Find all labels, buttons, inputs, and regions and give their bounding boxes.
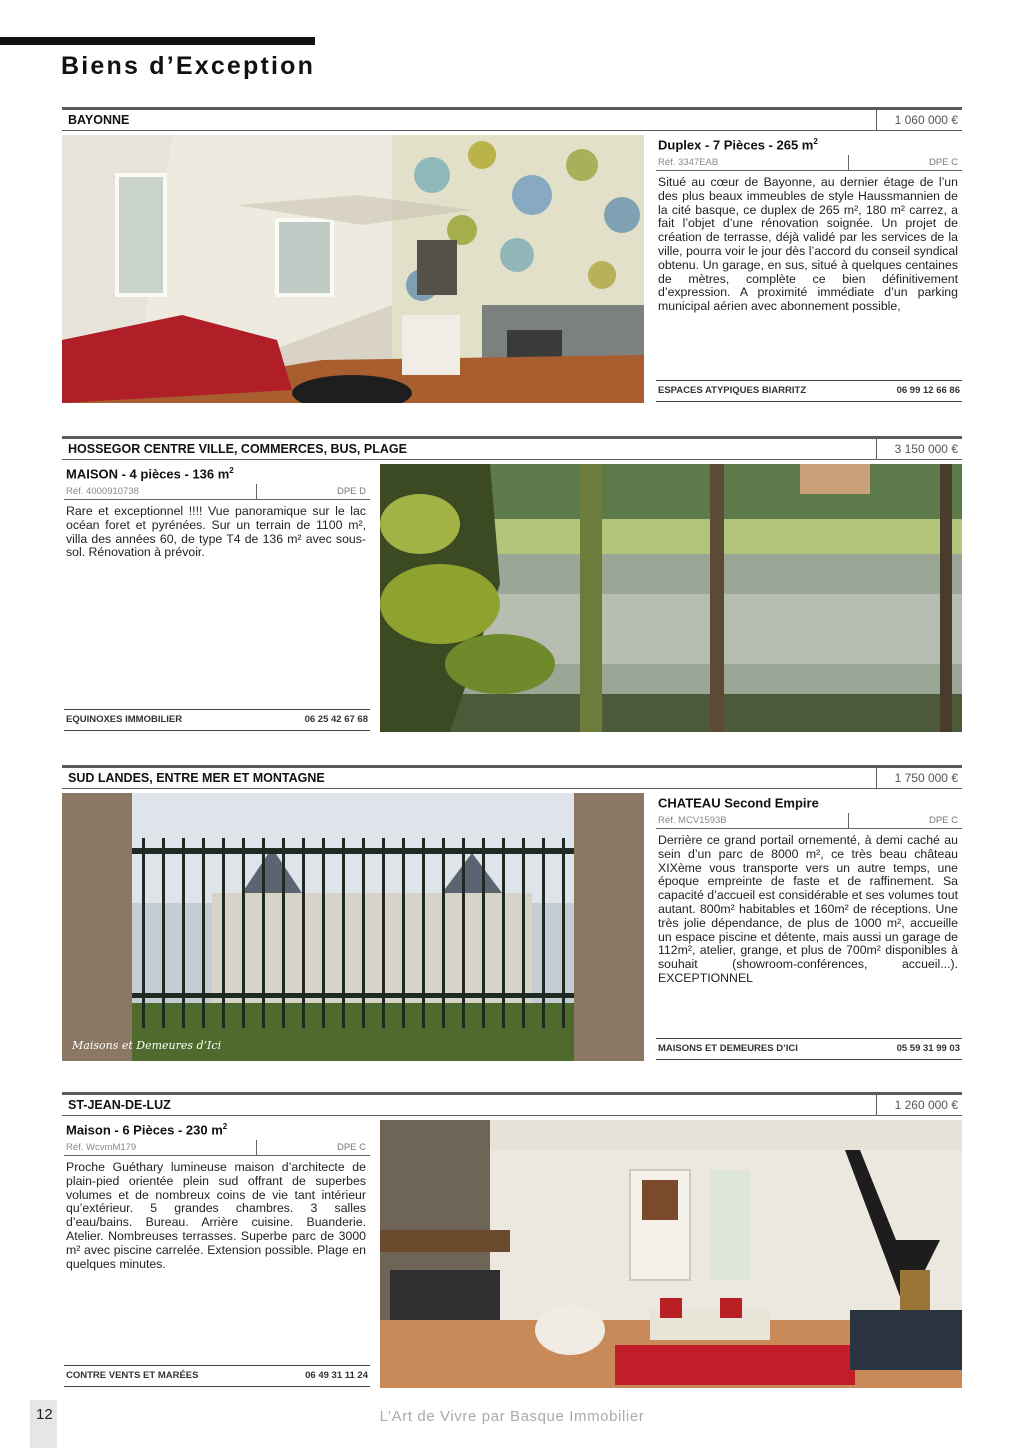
agency-phone[interactable]: 06 99 12 66 86 (896, 385, 960, 396)
listing-price: 3 150 000 € (876, 439, 962, 459)
listing-description: Proche Guéthary lumineuse maison d’architecte de plain-pied orientée plein sud offrant de superbes volumes et de nombreux coins de vie tant intérieur qu’extérieur. 5 grandes chambres. 3 salles d’eau/bains. Bureau. Arrière cuisine. Buanderie. Atelier. Nombreuses terrasses. Superbe parc de 3000 m² avec piscine carrelée. Extension possible. Plage en quelques minutes. (66, 1160, 366, 1271)
reference-row (656, 155, 962, 171)
listing-bayonne[interactable] (62, 107, 962, 407)
listing-location: HOSSEGOR CENTRE VILLE, COMMERCES, BUS, PLAGE (68, 442, 407, 456)
dpe-rating: DPE C (848, 155, 962, 170)
listing-header (62, 436, 962, 460)
agency-name: MAISONS ET DEMEURES D’ICI (658, 1043, 798, 1054)
top-accent-bar (0, 37, 315, 45)
listing-title: CHATEAU Second Empire (658, 795, 819, 811)
dpe-rating: DPE D (256, 484, 370, 499)
listing-title: Duplex - 7 Pièces - 265 $m^2$ (658, 137, 818, 153)
lake-view-image (380, 464, 962, 732)
interior-photo[interactable] (380, 1120, 962, 1388)
listing-title: Maison - 6 Pièces - 230 $m^2$ (66, 1122, 228, 1138)
dpe-rating: DPE C (848, 813, 962, 828)
listing-details (656, 793, 962, 1061)
agency-row (656, 1038, 962, 1060)
living-room-image (62, 135, 644, 403)
agency-row (656, 380, 962, 402)
agency-phone[interactable]: 06 49 31 11 24 (305, 1370, 368, 1381)
listing-reference: Réf. 3347EAB (658, 157, 719, 168)
page-number: 12 (36, 1406, 53, 1423)
listing-st-jean-de-luz[interactable] (62, 1092, 962, 1392)
interior-image (380, 1120, 962, 1388)
listing-location: BAYONNE (68, 113, 130, 127)
reference-row (64, 1140, 370, 1156)
listing-reference: Réf. WcvmM179 (66, 1142, 137, 1153)
watermark-text: Maisons et Demeures d’Ici (72, 1039, 222, 1052)
listing-header (62, 1092, 962, 1116)
footer-tagline: L’Art de Vivre par Basque Immobilier (379, 1408, 645, 1425)
listing-price: 1 260 000 € (876, 1095, 962, 1115)
agency-name: CONTRE VENTS ET MARÉES (66, 1370, 199, 1381)
listing-title: MAISON - 4 pièces - 136 $m^2$ (66, 466, 234, 482)
listing-description: Derrière ce grand portail ornementé, à demi caché au sein d’un parc de 8000 m², ce très beau château XIXème vous transporte vers un autre temps, une époque empreinte de faste et de raffinement. Sa capacité d’accueil est considérable et ses volumes tout autant. 800m² habitables et 160m² de réceptions. Une très jolie dépendance, de plus de 1000 m², accueille un espace piscine et détente, mais aussi un garage de 112m², atelier, grange, et plus de 700m² disponibles à souhait (showroom-conférences, accueil...). EXCEPTIONNEL (658, 833, 958, 985)
listing-reference: Réf. MCV1593B (658, 815, 727, 826)
living-room-photo[interactable] (62, 135, 644, 403)
page-title: Biens d’Exception (61, 52, 316, 80)
listing-location: ST-JEAN-DE-LUZ (68, 1098, 171, 1112)
listing-description: Situé au cœur de Bayonne, au dernier étage de l’un des plus beaux immeubles de style Haussmannien de la cité basque, ce duplex de 265 m², 180 m² carrez, a fait l’objet d’une rénovation soignée. Un projet de création de terrasse, déjà validé par les services de la ville, pourra voir le jour dès l’accord du conseil syndical obtenu. Un garage, en sus, situé à quelques centaines de mètres, complète ce bien définitivement d’expression. A proximité immédiate d’un parking municipal aérien avec abonnement possible, (658, 175, 958, 314)
listing-sud-landes[interactable] (62, 765, 962, 1065)
listing-price: 1 060 000 € (876, 110, 962, 130)
listing-header (62, 765, 962, 789)
listing-details (64, 464, 370, 732)
listing-header (62, 107, 962, 131)
agency-row (64, 709, 370, 731)
dpe-rating: DPE C (256, 1140, 370, 1155)
chateau-gate-photo[interactable] (62, 793, 644, 1061)
lake-view-photo[interactable] (380, 464, 962, 732)
agency-name: EQUINOXES IMMOBILIER (66, 714, 183, 725)
listing-price: 1 750 000 € (876, 768, 962, 788)
listing-description: Rare et exceptionnel !!!! Vue panoramique sur le lac océan foret et pyrénées. Sur un terrain de 1100 m², villa des années 60, de type T4 de 136 m² avec sous-sol. Rénovation à prévoir. (66, 504, 366, 560)
listing-details (656, 135, 962, 403)
listing-location: SUD LANDES, ENTRE MER ET MONTAGNE (68, 771, 325, 785)
reference-row (656, 813, 962, 829)
agency-phone[interactable]: 06 25 42 67 68 (304, 714, 368, 725)
agency-row (64, 1365, 370, 1387)
agency-name: ESPACES ATYPIQUES BIARRITZ (658, 385, 807, 396)
listing-details (64, 1120, 370, 1388)
listing-hossegor[interactable] (62, 436, 962, 736)
agency-phone[interactable]: 05 59 31 99 03 (896, 1043, 960, 1054)
listing-reference: Réf. 4000910738 (66, 486, 139, 497)
reference-row (64, 484, 370, 500)
chateau-gate-image (62, 793, 644, 1061)
